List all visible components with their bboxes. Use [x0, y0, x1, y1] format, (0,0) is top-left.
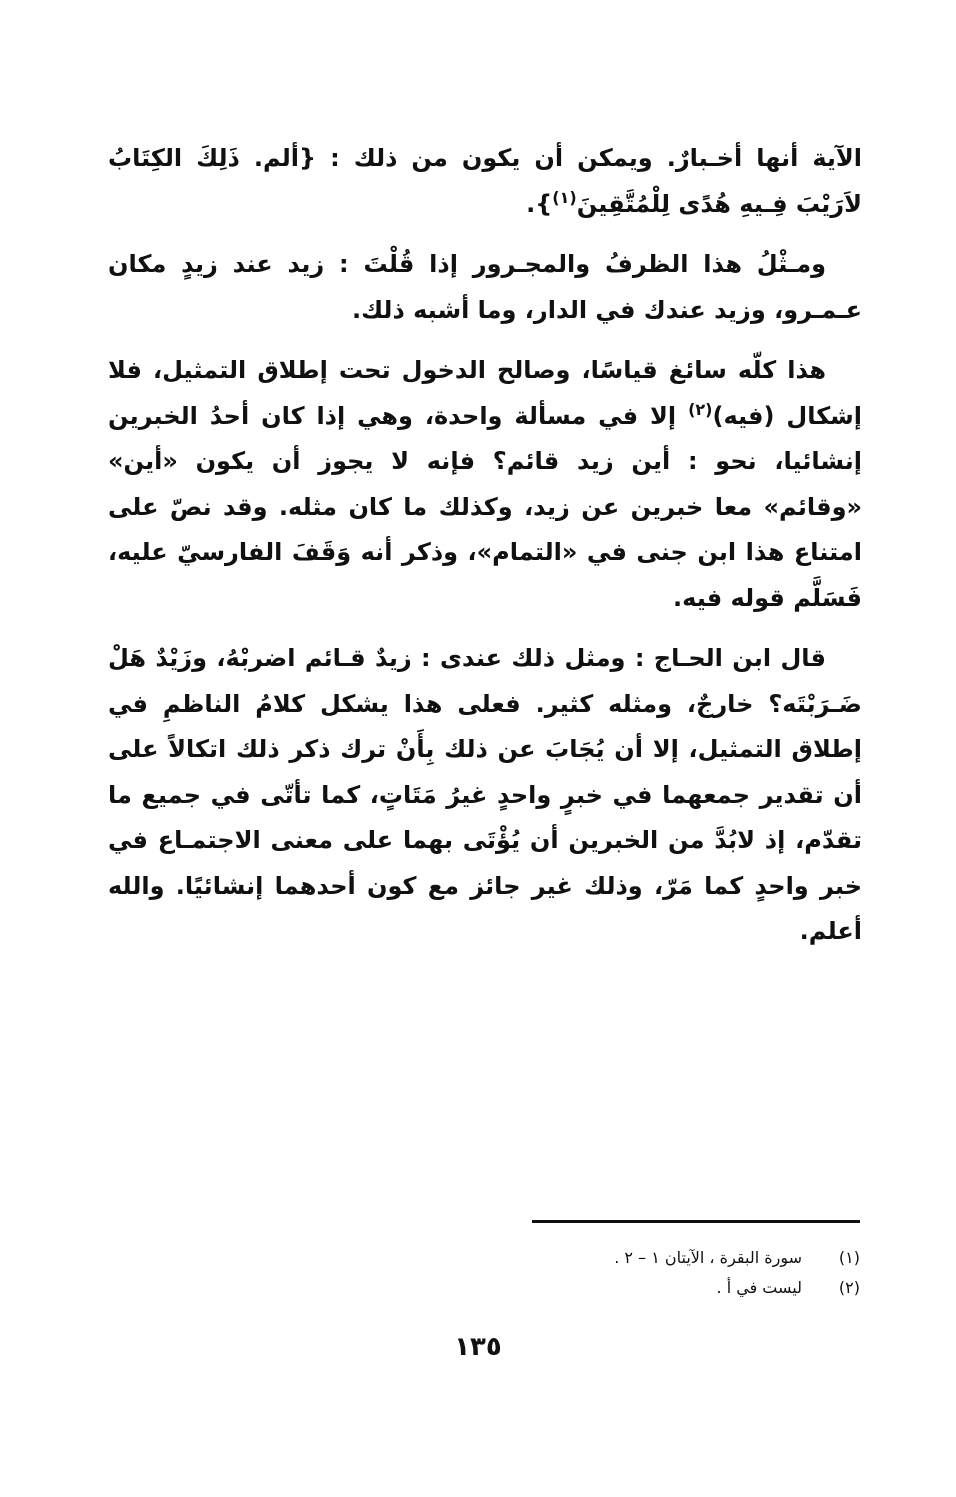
footnote-ref-2: (٢) [688, 399, 713, 419]
main-text [108, 136, 862, 970]
footnote-1-number: (١) [838, 1248, 860, 1267]
paragraph-1-text: الآية أنها أخـبارٌ. ويمكن أن يكون من ذلك : {ألم. ذَلِكَ الكِتَابُ لاَرَيْبَ فِـيهِ هُدًى لِلْمُتَّقِينَ [108, 144, 862, 218]
paragraph-3 [108, 348, 862, 621]
paragraph-2-text: ومـثْلُ هذا الظرفُ والمجـرور إذا قُلْتَ : زيد عند زيدٍ مكان عـمـرو، وزيد عندك في الدار، وما أشبه ذلك. [108, 250, 862, 324]
footnotes [420, 1243, 860, 1303]
paragraph-4-text: قال ابن الحـاج : ومثل ذلك عندى : زيدٌ قـائم اضربْهُ، وزَيْدٌ هَلْ ضَـرَبْتَه؟ خارجٌ، ومثله كثير. فعلى هذا يشكل كلامُ الناظمِ في إطلاق التمثيل، إلا أن يُجَابَ عن ذلك بِأَنْ ترك ذكر ذلك اتكالاً على أن تقدير جمعهما في خبرٍ واحدٍ غيرُ مَتَاتٍ، كما تأتّى في جميع ما تقدّم، إذ لابُدَّ من الخبرين أن يُؤْتَى بهما على معنى الاجتمـاع في خبر واحدٍ كما مَرّ، وذلك غير جائز مع كون أحدهما إنشائيًا. والله أعلم. [108, 644, 862, 945]
footnote-ref-1: (١) [552, 187, 577, 207]
paragraph-2 [108, 242, 862, 333]
paragraph-4 [108, 636, 862, 955]
paragraph-3-tail: إلا في مسألة واحدة، وهي إذا كان أحدُ الخبرين إنشائيا، نحو : أين زيد قائم؟ فإنه لا يجوز أن يكون «أين» «وقائم» معا خبرين عن زيد، وكذلك ما كان مثله. وقد نصّ على امتناع هذا ابن جنى في «التمام»، وذكر أنه وَقَفَ الفارسيّ عليه، فَسَلَّم قوله فيه. [108, 401, 862, 612]
paragraph-1-tail: }. [526, 189, 553, 218]
footnote-1 [420, 1243, 860, 1273]
footnote-2-number: (٢) [838, 1278, 860, 1297]
paragraph-1 [108, 136, 862, 227]
footnote-2 [420, 1273, 860, 1303]
paragraph-3-text: هذا كلّه سائغ قياسًا، وصالح الدخول تحت إطلاق التمثيل، فلا إشكال (فيه) [108, 356, 863, 430]
footnote-1-text: سورة البقرة ، الآيتان ١ – ٢ . [614, 1248, 802, 1267]
footnote-divider [532, 1220, 860, 1223]
page-number: ١٣٥ [454, 1332, 502, 1362]
footnote-2-text: ليست في أ . [716, 1278, 802, 1297]
